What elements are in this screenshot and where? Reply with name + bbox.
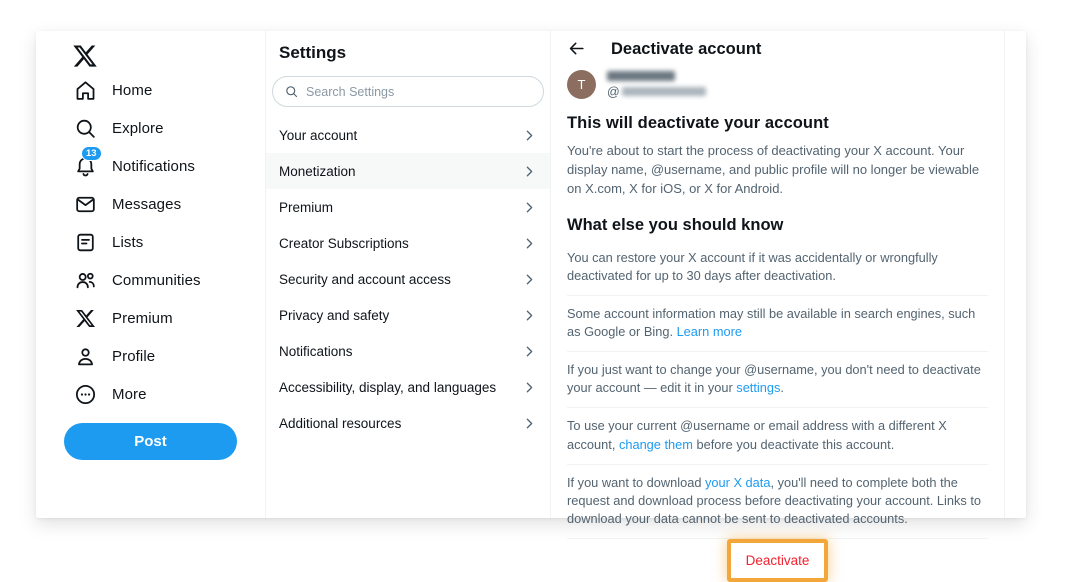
info-item-change-username xyxy=(567,352,988,408)
at-symbol: @ xyxy=(607,84,620,99)
post-button[interactable]: Post xyxy=(64,423,237,460)
info-text: before you deactivate this account. xyxy=(692,436,895,452)
settings-link[interactable]: settings xyxy=(736,380,781,396)
chevron-right-icon xyxy=(521,235,538,252)
bell-icon xyxy=(72,147,98,179)
panel-header xyxy=(567,39,988,59)
people-icon xyxy=(72,267,98,293)
settings-item-monetization[interactable] xyxy=(266,153,550,189)
x-logo[interactable] xyxy=(36,39,265,71)
x-logo-icon xyxy=(72,305,98,331)
settings-item-notifications[interactable] xyxy=(266,333,550,369)
app-window xyxy=(36,31,1026,569)
chevron-right-icon xyxy=(521,343,538,360)
sidebar-item-label: Lists xyxy=(112,233,144,251)
sidebar-item-notifications[interactable] xyxy=(36,147,265,185)
right-spacer xyxy=(1005,31,1026,518)
envelope-icon xyxy=(72,191,98,217)
chevron-right-icon xyxy=(521,307,538,324)
back-arrow-icon[interactable] xyxy=(567,39,587,59)
sidebar-item-label: More xyxy=(112,385,147,403)
search-settings-input[interactable] xyxy=(272,76,544,107)
deactivate-heading: This will deactivate your account xyxy=(567,114,829,132)
info-text: . xyxy=(780,380,784,396)
settings-item-label: Creator Subscriptions xyxy=(279,235,409,251)
sidebar-item-messages[interactable] xyxy=(36,185,265,223)
info-text: , you'll need to complete both the request and download process before deactivating your account. Links to download your data cannot be sent to deactivated accounts. xyxy=(567,474,982,527)
home-icon xyxy=(72,77,98,103)
settings-item-accessibility[interactable] xyxy=(266,369,550,405)
learn-more-link[interactable]: Learn more xyxy=(676,324,743,339)
settings-item-label: Notifications xyxy=(279,343,353,359)
settings-item-label: Monetization xyxy=(279,163,356,179)
info-list xyxy=(567,240,988,540)
chevron-right-icon xyxy=(521,127,538,144)
what-else-heading: What else you should know xyxy=(567,215,784,234)
your-x-data-link[interactable]: your X data xyxy=(705,474,771,490)
settings-item-creator-subscriptions[interactable] xyxy=(266,225,550,261)
info-text: If you just want to change your @username, you don't need to deactivate your account — edit it in your xyxy=(567,362,981,396)
settings-item-label: Your account xyxy=(279,127,358,143)
info-item-download-data xyxy=(567,465,988,539)
settings-item-label: Security and account access xyxy=(279,271,451,287)
list-icon xyxy=(72,229,98,255)
avatar: T xyxy=(567,70,596,99)
sidebar-item-label: Explore xyxy=(112,119,164,137)
sidebar-item-lists[interactable] xyxy=(36,223,265,261)
info-item-search-engines xyxy=(567,296,988,352)
deactivate-button-zone xyxy=(567,539,988,582)
sidebar-item-label: Profile xyxy=(112,347,156,365)
search-icon xyxy=(72,115,98,141)
sidebar-item-explore[interactable] xyxy=(36,109,265,147)
panel-title: Deactivate account xyxy=(611,39,762,58)
info-text: You can restore your X account if it was accidentally or wrongfully deactivated for up to 30 days after deactivation. xyxy=(567,249,938,283)
settings-search xyxy=(272,76,544,107)
settings-menu-panel xyxy=(265,31,550,518)
sidebar-item-label: Home xyxy=(112,81,153,99)
settings-item-your-account[interactable] xyxy=(266,117,550,153)
search-icon xyxy=(284,84,299,99)
user-summary xyxy=(567,70,988,99)
info-text: To use your current @username or email address with a different X account, xyxy=(567,418,947,452)
sidebar-item-label: Premium xyxy=(112,309,173,327)
chevron-right-icon xyxy=(521,163,538,180)
highlight-annotation xyxy=(727,539,829,582)
settings-item-premium[interactable] xyxy=(266,189,550,225)
sidebar-item-profile[interactable] xyxy=(36,337,265,375)
info-item-restore xyxy=(567,240,988,296)
sidebar-item-label: Communities xyxy=(112,271,201,289)
settings-title: Settings xyxy=(279,43,347,62)
settings-item-label: Premium xyxy=(279,199,334,215)
deactivate-button[interactable]: Deactivate xyxy=(731,543,825,578)
user-handle-redacted xyxy=(622,87,706,96)
sidebar-item-premium[interactable] xyxy=(36,299,265,337)
user-display-name-redacted xyxy=(607,71,675,81)
settings-item-additional-resources[interactable] xyxy=(266,405,550,441)
deactivate-intro-text: You're about to start the process of deactivating your X account. Your display name, @username, and public profile will no longer be viewable on X.com, X for iOS, or X for Android. xyxy=(567,143,980,196)
sidebar-item-more[interactable] xyxy=(36,375,265,413)
more-circle-icon xyxy=(72,381,98,407)
person-icon xyxy=(72,343,98,369)
chevron-right-icon xyxy=(521,199,538,216)
sidebar-item-label: Messages xyxy=(112,195,182,213)
change-them-link[interactable]: change them xyxy=(618,436,693,452)
deactivate-account-panel xyxy=(550,31,1005,569)
chevron-right-icon xyxy=(521,379,538,396)
sidebar-item-home[interactable] xyxy=(36,71,265,109)
settings-item-label: Privacy and safety xyxy=(279,307,390,323)
main-sidebar xyxy=(36,31,265,518)
chevron-right-icon xyxy=(521,271,538,288)
settings-item-privacy[interactable] xyxy=(266,297,550,333)
chevron-right-icon xyxy=(521,415,538,432)
sidebar-item-label: Notifications xyxy=(112,157,196,175)
settings-item-security[interactable] xyxy=(266,261,550,297)
info-text: Some account information may still be available in search engines, such as Google or Bing. xyxy=(567,305,976,339)
notification-count-badge: 13 xyxy=(81,146,102,161)
settings-item-label: Accessibility, display, and languages xyxy=(279,379,497,395)
user-handle xyxy=(607,85,706,99)
settings-item-label: Additional resources xyxy=(279,415,402,431)
info-text: If you want to download xyxy=(567,474,706,490)
info-item-change-them xyxy=(567,408,988,464)
sidebar-item-communities[interactable] xyxy=(36,261,265,299)
